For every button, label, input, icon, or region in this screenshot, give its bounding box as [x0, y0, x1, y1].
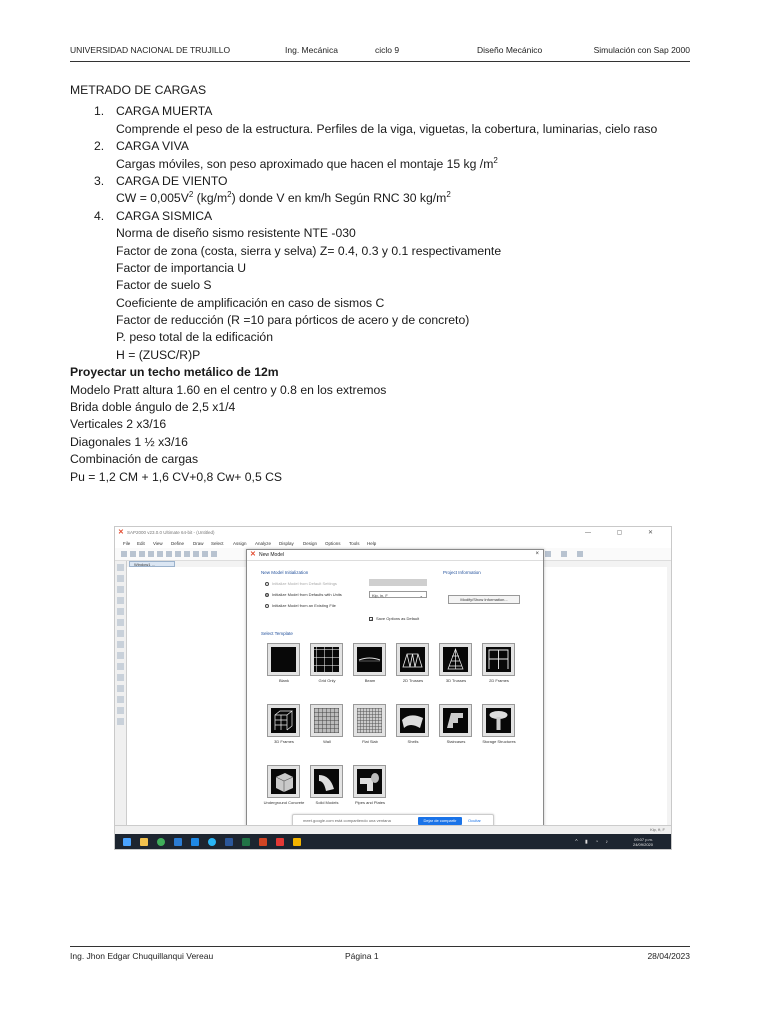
share-text: meet.google.com está compartiendo una ventana [303, 818, 391, 823]
open-icon[interactable] [130, 551, 136, 557]
snap-mid-icon[interactable] [117, 685, 124, 692]
template-group-label: Select Template [261, 631, 293, 636]
template-solid-models[interactable] [310, 765, 343, 798]
solid-icon [314, 769, 339, 794]
print-icon[interactable] [148, 551, 154, 557]
frame-2d-icon [486, 647, 511, 672]
redo-icon[interactable] [166, 551, 172, 557]
slab-icon [357, 708, 382, 733]
menu-draw[interactable]: Draw [193, 541, 204, 546]
template-staircases[interactable] [439, 704, 472, 737]
project-line: Pu = 1,2 CM + 1,6 CV+0,8 Cw+ 0,5 CS [70, 469, 283, 484]
menu-define[interactable]: Define [171, 541, 185, 546]
sap-logo-icon: ✕ [118, 529, 124, 536]
mail-icon[interactable] [174, 838, 182, 846]
item-line: Factor de reducción (R =10 para pórticos de acero y de concreto) [116, 313, 470, 328]
item-number: 3. [94, 173, 105, 188]
snap-end-icon[interactable] [117, 696, 124, 703]
shell-icon [400, 708, 425, 733]
menu-display[interactable]: Display [279, 541, 294, 546]
menu-design[interactable]: Design [303, 541, 318, 546]
project-line: Modelo Pratt altura 1.60 en el centro y 0.8 en los extremos [70, 382, 387, 397]
app-title: SAP2000 v23.0.0 Ultimate 64-bit - (Untitled) [127, 530, 215, 535]
section-title: METRADO DE CARGAS [70, 83, 207, 97]
clear-selection-icon[interactable] [117, 663, 124, 670]
tank-icon [486, 708, 511, 733]
draw-area-icon[interactable] [117, 597, 124, 604]
project-line: Diagonales 1 ½ x3/16 [70, 434, 188, 449]
template-label: Staircases [446, 739, 466, 744]
hide-button[interactable]: Ocultar [468, 818, 481, 823]
menu-assign[interactable]: Assign [233, 541, 247, 546]
template-blank[interactable] [267, 643, 300, 676]
truss-2d-icon [400, 647, 425, 672]
template-label: Pipes and Plates [354, 800, 386, 805]
snap-line-icon[interactable] [117, 718, 124, 725]
menu-tools[interactable]: Tools [349, 541, 360, 546]
template-label: Underground Concrete [263, 800, 305, 805]
template-2d-trusses[interactable] [396, 643, 429, 676]
draw-frame-icon[interactable] [117, 575, 124, 582]
template-flat-slab[interactable] [353, 704, 386, 737]
new-icon[interactable] [121, 551, 127, 557]
footer-divider [70, 946, 690, 947]
powerpoint-icon[interactable] [259, 838, 267, 846]
dialog-title: New Model [259, 552, 285, 558]
option-defaults-with-units[interactable]: Initialize Model from Defaults with Units [265, 592, 342, 597]
project-line: Verticales 2 x3/16 [70, 417, 167, 432]
footer-date: 28/04/2023 [647, 951, 690, 961]
template-2d-frames[interactable] [482, 643, 515, 676]
blank-icon [271, 647, 296, 672]
init-group-label: New Model Initialization [261, 570, 309, 575]
template-pipes-and-plates[interactable] [353, 765, 386, 798]
lock-icon[interactable] [184, 551, 190, 557]
header-divider [70, 61, 690, 62]
draw-solid-icon[interactable] [117, 608, 124, 615]
item-title: CARGA SISMICA [116, 208, 213, 223]
status-bar [115, 825, 671, 834]
taskbar-clock[interactable]: 09:07 p.m. 24/09/2020 [632, 837, 653, 847]
edge-icon[interactable] [208, 838, 216, 846]
item-number: 1. [94, 104, 105, 119]
stair-icon [443, 708, 468, 733]
windows-taskbar [115, 834, 671, 849]
new-model-dialog [246, 549, 544, 832]
draw-joint-icon[interactable] [117, 630, 124, 637]
template-label: Solid Models [315, 800, 339, 805]
item-line: Comprende el peso de la estructura. Perfiles de la viga, viguetas, la cobertura, luminarias, cielo raso [116, 121, 658, 136]
window-tab[interactable]: Window1 ... [129, 561, 175, 567]
item-number: 2. [94, 139, 105, 154]
modify-info-button[interactable]: Modify/Show Information... [448, 595, 520, 604]
footer-page: Página 1 [345, 951, 379, 961]
header-university: UNIVERSIDAD NACIONAL DE TRUJILLO [70, 45, 231, 55]
list-item [70, 138, 690, 155]
store-icon[interactable] [191, 838, 199, 846]
header-career: Ing. Mecánica [285, 45, 338, 55]
template-label: 2D Trusses [402, 678, 424, 683]
project-group-label: Project Information [443, 570, 481, 575]
item-line: P. peso total de la edificación [116, 330, 273, 345]
item-line: H = (ZUSC/R)P [116, 347, 201, 362]
more-icon[interactable] [577, 551, 583, 557]
zoom-in-icon[interactable] [202, 551, 208, 557]
template-label: Wall [323, 739, 331, 744]
sum-icon[interactable] [545, 551, 551, 557]
template-wall[interactable] [310, 704, 343, 737]
template-label: Storage Structures [482, 739, 516, 744]
chrome-icon[interactable] [157, 838, 165, 846]
snap-icon[interactable] [117, 674, 124, 681]
left-toolbar [115, 561, 127, 833]
template-3d-trusses[interactable] [439, 643, 472, 676]
select-prev-icon[interactable] [117, 652, 124, 659]
template-shells[interactable] [396, 704, 429, 737]
chevron-down-icon: ⌄ [419, 593, 423, 598]
windows-start-icon[interactable] [123, 838, 131, 846]
item-title: CARGA MUERTA [116, 104, 213, 119]
snap-perp-icon[interactable] [117, 707, 124, 714]
menu-options[interactable]: Options [325, 541, 341, 546]
draw-cable-icon[interactable] [117, 586, 124, 593]
template-label: 3D Frames [274, 739, 294, 744]
page-header [70, 45, 690, 59]
item-line: Coeficiente de amplificación en caso de sismos C [116, 295, 385, 310]
beam-icon [357, 647, 382, 672]
truss-3d-icon [443, 647, 468, 672]
project-line: Combinación de cargas [70, 452, 199, 467]
template-label: 3D Trusses [445, 678, 467, 683]
underground-icon [271, 769, 296, 794]
units-status: Kip, ft, F [650, 827, 665, 832]
template-label: Shells [407, 739, 419, 744]
list-item [70, 103, 690, 120]
sap2000-screenshot [114, 526, 672, 850]
template-label: Blank [278, 678, 289, 683]
item-line: Cargas móviles, son peso aproximado que hacen el montaje 15 kg $/m^2$ [116, 155, 498, 171]
header-course: Diseño Mecánico [477, 45, 543, 55]
units-dropdown[interactable]: Kip, in, F ⌄ [369, 591, 427, 598]
undo-icon[interactable] [157, 551, 163, 557]
menu-select[interactable]: Select [211, 541, 224, 546]
run-icon[interactable] [193, 551, 199, 557]
save-icon[interactable] [139, 551, 145, 557]
item-line: Norma de diseño sismo resistente NTE -030 [116, 226, 356, 241]
grid-icon[interactable] [561, 551, 567, 557]
menu-edit[interactable]: Edit [137, 541, 145, 546]
header-cycle: ciclo 9 [375, 45, 400, 55]
pipe-icon [357, 769, 382, 794]
dialog-close-button[interactable]: × [535, 551, 539, 557]
template-label: Beam [364, 678, 376, 683]
settings-dropdown-disabled [369, 579, 427, 586]
template-underground-concrete[interactable] [267, 765, 300, 798]
acrobat-icon[interactable] [276, 838, 284, 846]
template-grid-only[interactable] [310, 643, 343, 676]
pencil-icon[interactable] [175, 551, 181, 557]
sap2000-taskbar-icon[interactable] [293, 838, 301, 846]
template-beam[interactable] [353, 643, 386, 676]
draw-link-icon[interactable] [117, 619, 124, 626]
header-topic: Simulación con Sap 2000 [593, 45, 690, 55]
window-controls[interactable]: — ▢ ✕ [584, 530, 665, 536]
menu-bar [115, 539, 671, 548]
page-footer [70, 951, 690, 965]
word-icon[interactable] [225, 838, 233, 846]
pointer-tool-icon[interactable] [117, 564, 124, 571]
file-explorer-icon[interactable] [140, 838, 148, 846]
save-default-checkbox[interactable]: ✓ Save Options as Default [370, 616, 420, 622]
item-title: CARGA DE VIENTO [116, 173, 228, 188]
list-item [70, 173, 690, 190]
template-label: Grid Only [318, 678, 336, 683]
wall-icon [314, 708, 339, 733]
template-storage-structures[interactable] [482, 704, 515, 737]
item-number: 4. [94, 208, 105, 223]
item-line: Factor de importancia U [116, 260, 247, 275]
menu-view[interactable]: View [153, 541, 163, 546]
project-line: Brida doble ángulo de 2,5 x1/4 [70, 400, 236, 415]
app-titlebar [115, 527, 671, 539]
menu-file[interactable]: File [123, 541, 131, 546]
menu-help[interactable]: Help [367, 541, 377, 546]
list-item [70, 208, 690, 225]
item-line: Factor de suelo S [116, 278, 212, 293]
excel-icon[interactable] [242, 838, 250, 846]
system-tray[interactable]: ^ ▮ ◔ ♪ [575, 839, 611, 845]
item-line: Factor de zona (costa, sierra y selva) Z= 0.4, 0.3 y 0.1 respectivamente [116, 243, 502, 258]
project-title: Proyectar un techo metálico de 12m [70, 365, 279, 380]
template-label: Flat Slab [362, 739, 378, 744]
menu-analyze[interactable]: Analyze [255, 541, 272, 546]
stop-sharing-button[interactable]: Dejar de compartir [418, 817, 462, 825]
select-all-icon[interactable] [117, 641, 124, 648]
frame-3d-icon [271, 708, 296, 733]
wind-formula: CW = $0,005V^2$ $(kg/m^2)$ donde V en km/h Según RNC 30 $kg/m^2$ [116, 190, 451, 206]
document-body [70, 82, 690, 486]
dialog-titlebar [247, 550, 543, 561]
template-label: 2D Frames [489, 678, 509, 683]
zoom-out-icon[interactable] [211, 551, 217, 557]
sap-logo-icon: ✕ [250, 551, 256, 558]
option-default-settings[interactable]: Initialize Model from Default Settings [265, 581, 337, 586]
option-existing-file[interactable]: Initialize Model from an Existing File [265, 603, 336, 608]
template-3d-frames[interactable] [267, 704, 300, 737]
item-title: CARGA VIVA [116, 139, 189, 154]
grid-icon [314, 647, 339, 672]
footer-author: Ing. Jhon Edgar Chuquillanqui Vereau [70, 951, 214, 961]
